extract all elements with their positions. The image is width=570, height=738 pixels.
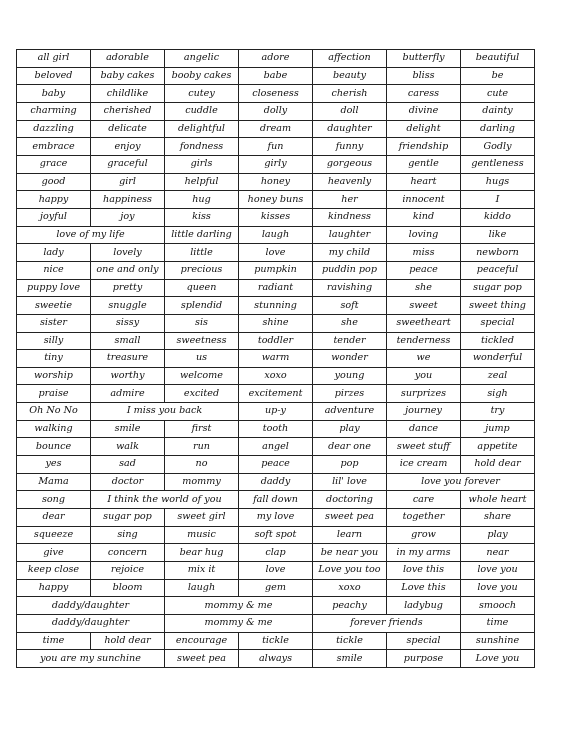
word-cell: bliss: [387, 67, 461, 85]
word-cell: laugh: [165, 579, 239, 597]
word-cell: music: [165, 526, 239, 544]
word-cell: tiny: [17, 350, 91, 368]
word-cell: bear hug: [165, 544, 239, 562]
word-cell: honey buns: [239, 191, 313, 209]
word-cell: wonderful: [461, 350, 535, 368]
word-cell: newborn: [461, 244, 535, 262]
table-row: [17, 85, 535, 103]
word-cell: childlike: [91, 85, 165, 103]
word-cell: beautiful: [461, 50, 535, 68]
word-cell: tickle: [313, 632, 387, 650]
word-cell: mix it: [165, 562, 239, 580]
table-row: [17, 579, 535, 597]
word-cell: be near you: [313, 544, 387, 562]
word-cell: good: [17, 173, 91, 191]
word-cell: friendship: [387, 138, 461, 156]
word-cell: give: [17, 544, 91, 562]
word-cell: sunshine: [461, 632, 535, 650]
word-cell: purpose: [387, 650, 461, 668]
word-cell: she: [313, 314, 387, 332]
word-cell: little: [165, 244, 239, 262]
word-cell: daddy/daughter: [17, 615, 165, 633]
word-cell: warm: [239, 350, 313, 368]
word-cell: clap: [239, 544, 313, 562]
word-cell: time: [17, 632, 91, 650]
table-row: [17, 473, 535, 491]
word-cell: mommy & me: [165, 615, 313, 633]
word-cell: smooch: [461, 597, 535, 615]
word-cell: treasure: [91, 350, 165, 368]
word-cell: daughter: [313, 120, 387, 138]
word-cell: be: [461, 67, 535, 85]
word-cell: try: [461, 403, 535, 421]
word-cell: Love you too: [313, 562, 387, 580]
word-cell: praise: [17, 385, 91, 403]
word-cell: love you: [461, 579, 535, 597]
word-cell: precious: [165, 261, 239, 279]
word-cell: beauty: [313, 67, 387, 85]
word-cell: pirzes: [313, 385, 387, 403]
word-cell: cuddle: [165, 102, 239, 120]
word-cell: welcome: [165, 367, 239, 385]
word-cell: special: [461, 314, 535, 332]
word-cell: dear: [17, 509, 91, 527]
word-cell: adorable: [91, 50, 165, 68]
word-cell: Godly: [461, 138, 535, 156]
table-row: [17, 138, 535, 156]
word-cell: I: [461, 191, 535, 209]
table-row: [17, 350, 535, 368]
word-cell: girly: [239, 155, 313, 173]
word-cell: love: [239, 562, 313, 580]
word-cell: always: [239, 650, 313, 668]
table-row: [17, 314, 535, 332]
word-cell: pretty: [91, 279, 165, 297]
word-cell: cherished: [91, 102, 165, 120]
table-row: [17, 597, 535, 615]
word-cell: dance: [387, 420, 461, 438]
table-row: [17, 526, 535, 544]
word-cell: sweet pea: [165, 650, 239, 668]
word-cell: loving: [387, 226, 461, 244]
word-cell: funny: [313, 138, 387, 156]
word-cell: fall down: [239, 491, 313, 509]
word-cell: concern: [91, 544, 165, 562]
word-cell: angelic: [165, 50, 239, 68]
table-row: [17, 456, 535, 474]
word-table: [16, 49, 535, 668]
word-cell: sissy: [91, 314, 165, 332]
table-row: [17, 297, 535, 315]
word-cell: care: [387, 491, 461, 509]
word-cell: happy: [17, 191, 91, 209]
word-cell: radiant: [239, 279, 313, 297]
word-cell: snuggle: [91, 297, 165, 315]
word-cell: booby cakes: [165, 67, 239, 85]
word-cell: love you forever: [387, 473, 535, 491]
word-cell: my child: [313, 244, 387, 262]
word-cell: sweet stuff: [387, 438, 461, 456]
word-cell: lady: [17, 244, 91, 262]
word-cell: hold dear: [461, 456, 535, 474]
word-cell: happiness: [91, 191, 165, 209]
table-row: [17, 102, 535, 120]
word-cell: fun: [239, 138, 313, 156]
word-cell: keep close: [17, 562, 91, 580]
word-cell: lil' love: [313, 473, 387, 491]
word-cell: Love this: [387, 579, 461, 597]
word-cell: walk: [91, 438, 165, 456]
word-cell: doll: [313, 102, 387, 120]
word-cell: forever friends: [313, 615, 461, 633]
word-cell: Mama: [17, 473, 91, 491]
word-cell: I miss you back: [91, 403, 239, 421]
word-cell: first: [165, 420, 239, 438]
word-cell: tickle: [239, 632, 313, 650]
word-cell: pumpkin: [239, 261, 313, 279]
word-cell: dear one: [313, 438, 387, 456]
table-row: [17, 261, 535, 279]
word-cell: miss: [387, 244, 461, 262]
word-cell: small: [91, 332, 165, 350]
word-cell: baby cakes: [91, 67, 165, 85]
word-cell: tickled: [461, 332, 535, 350]
word-cell: journey: [387, 403, 461, 421]
word-cell: stunning: [239, 297, 313, 315]
word-cell: one and only: [91, 261, 165, 279]
word-cell: excited: [165, 385, 239, 403]
word-cell: love this: [387, 562, 461, 580]
word-cell: play: [313, 420, 387, 438]
table-row: [17, 367, 535, 385]
word-cell: cute: [461, 85, 535, 103]
word-cell: cutey: [165, 85, 239, 103]
word-cell: squeeze: [17, 526, 91, 544]
word-cell: angel: [239, 438, 313, 456]
word-cell: us: [165, 350, 239, 368]
word-cell: baby: [17, 85, 91, 103]
word-cell: sweet thing: [461, 297, 535, 315]
word-cell: happy: [17, 579, 91, 597]
word-cell: my love: [239, 509, 313, 527]
word-cell: play: [461, 526, 535, 544]
word-cell: share: [461, 509, 535, 527]
word-cell: like: [461, 226, 535, 244]
word-cell: walking: [17, 420, 91, 438]
word-cell: grace: [17, 155, 91, 173]
word-cell: shine: [239, 314, 313, 332]
word-cell: cherish: [313, 85, 387, 103]
word-cell: smile: [313, 650, 387, 668]
word-cell: sweet: [387, 297, 461, 315]
word-cell: doctor: [91, 473, 165, 491]
word-cell: tooth: [239, 420, 313, 438]
table-row: [17, 562, 535, 580]
word-cell: bounce: [17, 438, 91, 456]
word-cell: puddin pop: [313, 261, 387, 279]
word-cell: zeal: [461, 367, 535, 385]
word-cell: lovely: [91, 244, 165, 262]
word-cell: mommy & me: [165, 597, 313, 615]
word-cell: little darling: [165, 226, 239, 244]
word-cell: heavenly: [313, 173, 387, 191]
word-cell: no: [165, 456, 239, 474]
word-cell: divine: [387, 102, 461, 120]
table-row: [17, 120, 535, 138]
word-cell: yes: [17, 456, 91, 474]
word-cell: dolly: [239, 102, 313, 120]
word-cell: love of my life: [17, 226, 165, 244]
word-cell: admire: [91, 385, 165, 403]
word-cell: sad: [91, 456, 165, 474]
word-cell: Oh No No: [17, 403, 91, 421]
word-cell: delightful: [165, 120, 239, 138]
word-cell: you are my sunchine: [17, 650, 165, 668]
table-row: [17, 332, 535, 350]
word-cell: affection: [313, 50, 387, 68]
word-cell: hugs: [461, 173, 535, 191]
word-cell: worthy: [91, 367, 165, 385]
word-cell: ravishing: [313, 279, 387, 297]
word-cell: kiddo: [461, 208, 535, 226]
table-row: [17, 244, 535, 262]
table-row: [17, 509, 535, 527]
word-cell: we: [387, 350, 461, 368]
word-cell: Love you: [461, 650, 535, 668]
word-cell: hug: [165, 191, 239, 209]
word-cell: tenderness: [387, 332, 461, 350]
word-cell: peace: [387, 261, 461, 279]
word-cell: sing: [91, 526, 165, 544]
word-cell: closeness: [239, 85, 313, 103]
table-row: [17, 279, 535, 297]
word-cell: whole heart: [461, 491, 535, 509]
table-row: [17, 155, 535, 173]
word-cell: she: [387, 279, 461, 297]
word-cell: sweetheart: [387, 314, 461, 332]
word-cell: rejoice: [91, 562, 165, 580]
word-cell: innocent: [387, 191, 461, 209]
word-cell: all girl: [17, 50, 91, 68]
word-cell: gorgeous: [313, 155, 387, 173]
word-cell: daddy/daughter: [17, 597, 165, 615]
table-row: [17, 67, 535, 85]
word-cell: tender: [313, 332, 387, 350]
table-row: [17, 191, 535, 209]
word-cell: queen: [165, 279, 239, 297]
word-cell: gem: [239, 579, 313, 597]
table-row: [17, 632, 535, 650]
word-cell: near: [461, 544, 535, 562]
word-cell: laughter: [313, 226, 387, 244]
word-cell: grow: [387, 526, 461, 544]
word-cell: gentleness: [461, 155, 535, 173]
table-row: [17, 650, 535, 668]
table-row: [17, 491, 535, 509]
word-cell: ice cream: [387, 456, 461, 474]
word-cell: doctoring: [313, 491, 387, 509]
table-row: [17, 208, 535, 226]
table-row: [17, 226, 535, 244]
table-row: [17, 544, 535, 562]
word-cell: soft spot: [239, 526, 313, 544]
word-cell: kisses: [239, 208, 313, 226]
word-cell: nice: [17, 261, 91, 279]
word-cell: caress: [387, 85, 461, 103]
word-cell: dream: [239, 120, 313, 138]
table-row: [17, 615, 535, 633]
word-cell: sigh: [461, 385, 535, 403]
word-cell: kiss: [165, 208, 239, 226]
word-cell: gentle: [387, 155, 461, 173]
word-cell: smile: [91, 420, 165, 438]
word-cell: soft: [313, 297, 387, 315]
word-cell: puppy love: [17, 279, 91, 297]
word-cell: dainty: [461, 102, 535, 120]
word-cell: sweet girl: [165, 509, 239, 527]
word-cell: pop: [313, 456, 387, 474]
word-cell: kind: [387, 208, 461, 226]
word-cell: girls: [165, 155, 239, 173]
word-cell: encourage: [165, 632, 239, 650]
word-cell: love: [239, 244, 313, 262]
word-cell: excitement: [239, 385, 313, 403]
word-cell: worship: [17, 367, 91, 385]
table-row: [17, 50, 535, 68]
word-cell: peachy: [313, 597, 387, 615]
word-cell: learn: [313, 526, 387, 544]
word-cell: I think the world of you: [91, 491, 239, 509]
word-cell: butterfly: [387, 50, 461, 68]
word-cell: beloved: [17, 67, 91, 85]
word-cell: laugh: [239, 226, 313, 244]
word-cell: appetite: [461, 438, 535, 456]
word-cell: time: [461, 615, 535, 633]
word-cell: enjoy: [91, 138, 165, 156]
word-cell: special: [387, 632, 461, 650]
word-cell: wonder: [313, 350, 387, 368]
word-cell: heart: [387, 173, 461, 191]
word-cell: adore: [239, 50, 313, 68]
word-cell: girl: [91, 173, 165, 191]
word-cell: young: [313, 367, 387, 385]
word-cell: daddy: [239, 473, 313, 491]
word-cell: toddler: [239, 332, 313, 350]
word-cell: together: [387, 509, 461, 527]
word-sheet: [16, 49, 534, 668]
word-cell: dazzling: [17, 120, 91, 138]
word-cell: up-y: [239, 403, 313, 421]
word-cell: peace: [239, 456, 313, 474]
word-cell: her: [313, 191, 387, 209]
word-cell: helpful: [165, 173, 239, 191]
word-cell: mommy: [165, 473, 239, 491]
word-cell: joy: [91, 208, 165, 226]
word-cell: you: [387, 367, 461, 385]
word-cell: darling: [461, 120, 535, 138]
word-cell: bloom: [91, 579, 165, 597]
word-cell: sweetie: [17, 297, 91, 315]
table-row: [17, 438, 535, 456]
word-cell: babe: [239, 67, 313, 85]
table-row: [17, 173, 535, 191]
word-cell: silly: [17, 332, 91, 350]
word-cell: sweet pea: [313, 509, 387, 527]
word-cell: hold dear: [91, 632, 165, 650]
word-cell: ladybug: [387, 597, 461, 615]
word-cell: kindness: [313, 208, 387, 226]
word-cell: song: [17, 491, 91, 509]
word-cell: delicate: [91, 120, 165, 138]
word-cell: peaceful: [461, 261, 535, 279]
word-cell: xoxo: [239, 367, 313, 385]
word-cell: jump: [461, 420, 535, 438]
word-cell: love you: [461, 562, 535, 580]
word-cell: sugar pop: [461, 279, 535, 297]
word-cell: sugar pop: [91, 509, 165, 527]
word-cell: adventure: [313, 403, 387, 421]
word-cell: in my arms: [387, 544, 461, 562]
word-cell: delight: [387, 120, 461, 138]
word-cell: sister: [17, 314, 91, 332]
table-row: [17, 403, 535, 421]
word-cell: honey: [239, 173, 313, 191]
word-cell: embrace: [17, 138, 91, 156]
table-row: [17, 420, 535, 438]
word-cell: charming: [17, 102, 91, 120]
word-cell: sweetness: [165, 332, 239, 350]
word-cell: run: [165, 438, 239, 456]
word-cell: fondness: [165, 138, 239, 156]
word-cell: surprizes: [387, 385, 461, 403]
word-cell: joyful: [17, 208, 91, 226]
word-cell: sis: [165, 314, 239, 332]
word-cell: splendid: [165, 297, 239, 315]
word-table-body: [17, 50, 535, 668]
table-row: [17, 385, 535, 403]
word-cell: xoxo: [313, 579, 387, 597]
word-cell: graceful: [91, 155, 165, 173]
